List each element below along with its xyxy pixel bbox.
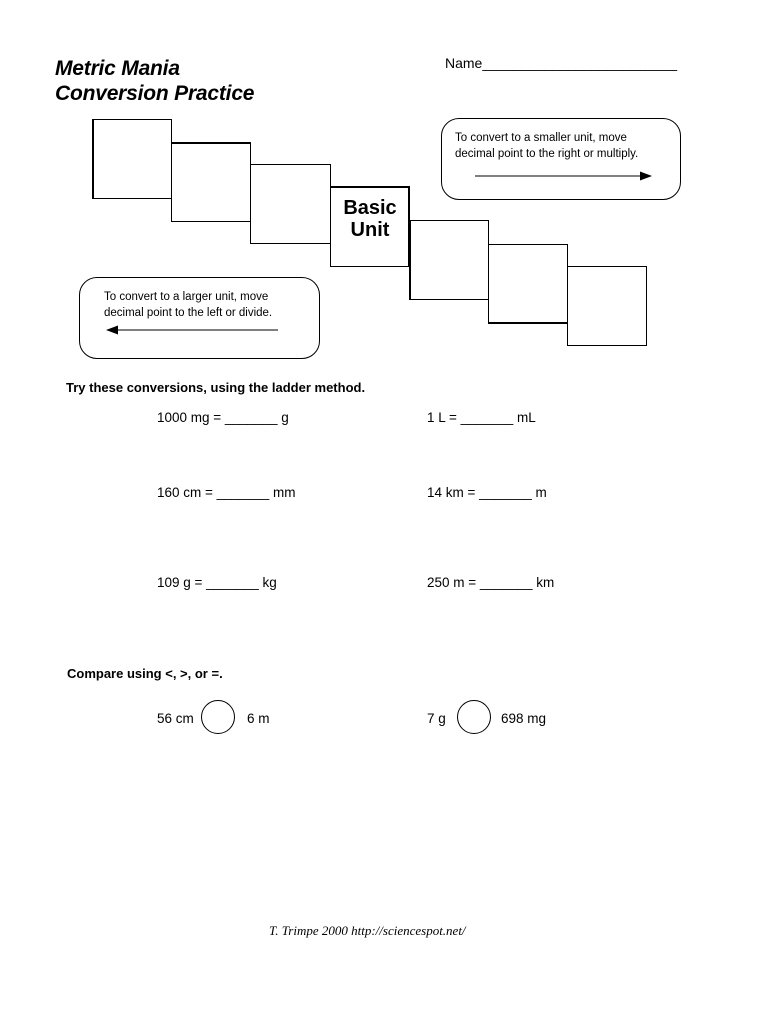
- title-line-2: Conversion Practice: [55, 82, 255, 105]
- compare-answer-circle-2[interactable]: [457, 700, 491, 734]
- name-field[interactable]: Name_________________________: [445, 55, 677, 71]
- footer-credit: T. Trimpe 2000 http://sciencespot.net/: [269, 923, 466, 938]
- compare-answer-circle-1[interactable]: [201, 700, 235, 734]
- conversion-problem-6[interactable]: 250 m = _______ km: [427, 575, 555, 590]
- conversion-problem-2[interactable]: 1 L = _______ mL: [427, 410, 536, 425]
- worksheet-title: [55, 56, 254, 106]
- ladder-step-3: [250, 164, 331, 244]
- right-arrow-icon: [475, 170, 655, 182]
- compare-right-2: 698 mg: [501, 711, 547, 726]
- conversion-problem-1[interactable]: 1000 mg = _______ g: [157, 410, 289, 425]
- larger-note-line-2: decimal point to the left or divide.: [104, 307, 273, 319]
- smaller-note-line-2: decimal point to the right or multiply.: [455, 148, 639, 160]
- smaller-unit-note: [441, 118, 681, 200]
- compare-left-2: 7 g: [427, 711, 446, 726]
- conversion-problem-3[interactable]: 160 cm = _______ mm: [157, 485, 296, 500]
- larger-unit-note: [79, 277, 320, 359]
- conversion-problem-5[interactable]: 109 g = _______ kg: [157, 575, 277, 590]
- ladder-step-1: [92, 119, 172, 199]
- smaller-note-line-1: To convert to a smaller unit, move: [455, 132, 627, 144]
- larger-note-line-1: To convert to a larger unit, move: [104, 291, 269, 303]
- compare-left-1: 56 cm: [157, 711, 194, 726]
- basic-unit-label: Basic Unit: [343, 197, 397, 241]
- left-arrow-icon: [106, 324, 286, 336]
- title-line-1: Metric Mania: [55, 57, 180, 80]
- ladder-step-7: [567, 266, 647, 346]
- ladder-step-6: [488, 244, 568, 324]
- ladder-step-2: [171, 142, 251, 222]
- conversion-problem-4[interactable]: 14 km = _______ m: [427, 485, 547, 500]
- ladder-step-5: [409, 220, 489, 300]
- compare-right-1: 6 m: [247, 711, 270, 726]
- conversions-heading: Try these conversions, using the ladder method.: [66, 380, 366, 395]
- compare-heading: Compare using <, >, or =.: [67, 666, 223, 681]
